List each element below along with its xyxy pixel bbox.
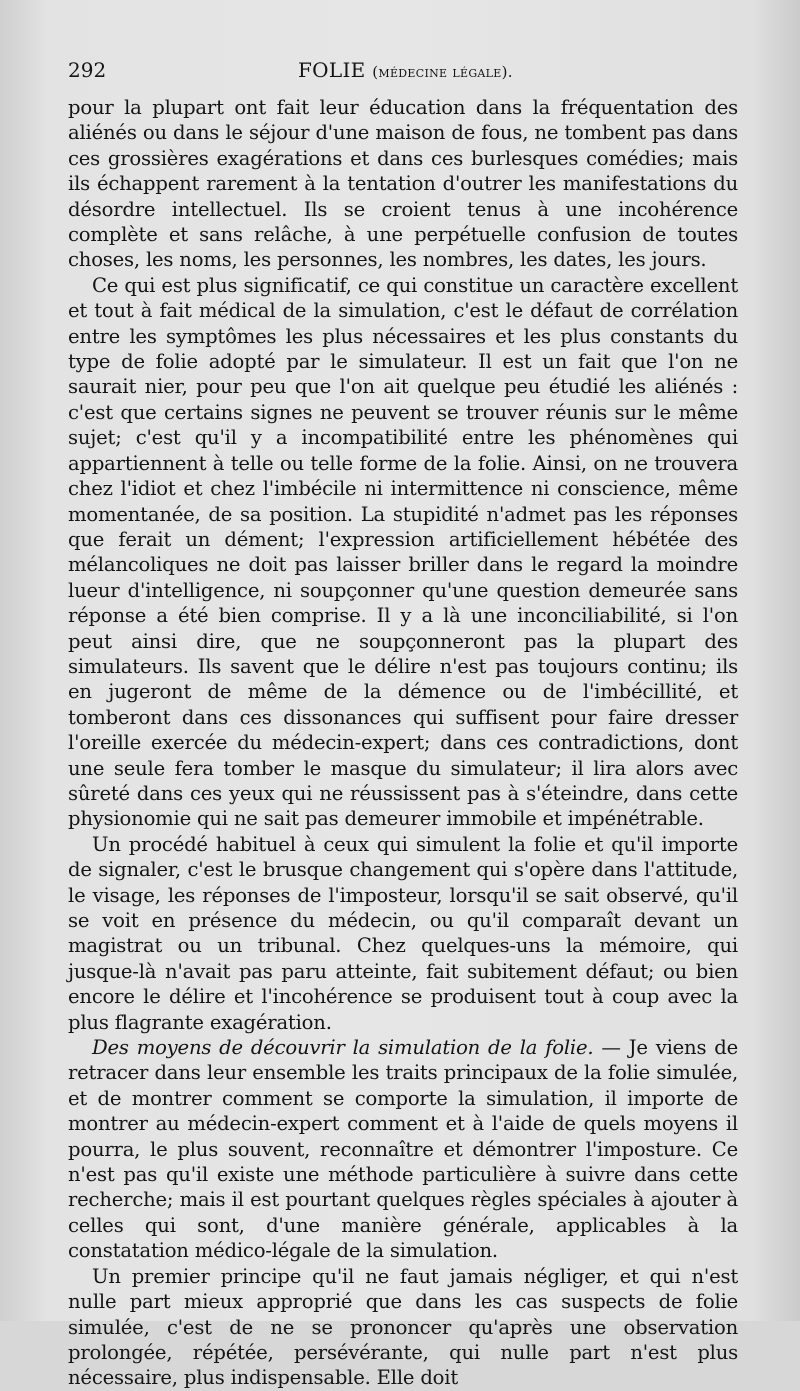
page-header bbox=[68, 58, 736, 86]
running-title-sub: (médecine légale). bbox=[372, 63, 513, 81]
section-heading: Des moyens de découvrir la simulation de la folie. bbox=[92, 1036, 594, 1060]
section-dash: — bbox=[593, 1036, 629, 1060]
page-body bbox=[68, 95, 738, 1391]
running-title-main: FOLIE bbox=[298, 58, 366, 82]
running-title bbox=[298, 58, 513, 82]
paragraph-2: Ce qui est plus significatif, ce qui constitue un caractère excellent et tout à fait médical de la simulation, c'est le défaut de corrélation entre les symptômes les plus nécessaires et les plus constants du type de folie adopté par le simulateur. Il est un fait que l'on ne saurait nier, pour peu que l'on ait quelque peu étudié les aliénés : c'est que certains signes ne peuvent se trouver réunis sur le même sujet; c'est qu'il y a incompatibilité entre les phénomènes qui appartiennent à telle ou telle forme de la folie. Ainsi, on ne trouvera chez l'idiot et chez l'imbécile ni intermittence ni conscience, même momentanée, de sa position. La stupidité n'admet pas les réponses que ferait un dément; l'expression artificiellement hébétée des mélancoliques ne doit pas laisser briller dans le regard la moindre lueur d'intelligence, ni soupçonner qu'une question demeurée sans réponse a été bien comprise. Il y a là une inconciliabilité, si l'on peut ainsi dire, que ne soupçonneront pas la plupart des simulateurs. Ils savent que le délire n'est pas toujours continu; ils en jugeront de même de la démence ou de l'imbécillité, et tomberont dans ces dissonances qui suffisent pour faire dresser l'oreille exercée du médecin-expert; dans ces contradictions, dont une seule fera tomber le masque du simulateur; il lira alors avec sûreté dans ces yeux qui ne réussissent pas à s'éteindre, dans cette physionomie qui ne sait pas demeurer immobile et impénétrable. bbox=[68, 273, 738, 831]
paragraph-1: pour la plupart ont fait leur éducation dans la fréquentation des aliénés ou dans le séjour d'une maison de fous, ne tombent pas dans ces grossières exagérations et dans ces burlesques comédies; mais ils échappent rarement à la tentation d'outrer les manifestations du désordre intellectuel. Ils se croient tenus à une incohérence complète et sans relâche, à une perpétuelle confusion de toutes choses, les noms, les personnes, les nombres, les dates, les jours. bbox=[68, 96, 738, 272]
page-number: 292 bbox=[68, 58, 107, 82]
paragraph-4 bbox=[68, 1035, 738, 1264]
paragraph-5: Un premier principe qu'il ne faut jamais négliger, et qui n'est nulle part mieux approprié que dans les cas suspects de folie simulée, c'est de ne se prononcer qu'après une observation prolongée, répétée, persévérante, qui nulle part n'est plus nécessaire, plus indispensable. Elle doit bbox=[68, 1264, 738, 1390]
paragraph-4-text: Je viens de retracer dans leur ensemble les traits principaux de la folie simulée, et de montrer comment se comporte la simulation, il importe de montrer au médecin-expert comment et à l'aide de quels moyens il pourra, le plus souvent, reconnaître et démontrer l'imposture. Ce n'est pas qu'il existe une méthode particulière à suivre dans cette recherche; mais il est pourtant quelques règles spéciales à ajouter à celles qui sont, d'une manière générale, applicables à la constatation médico-légale de la simulation. bbox=[68, 1036, 739, 1263]
paragraph-3: Un procédé habituel à ceux qui simulent la folie et qu'il importe de signaler, c'est le brusque changement qui s'opère dans l'attitude, le visage, les réponses de l'imposteur, lorsqu'il se sait observé, qu'il se voit en présence du médecin, ou qu'il comparaît devant un magistrat ou un tribunal. Chez quelques-uns la mémoire, qui jusque-là n'avait pas paru atteinte, fait subitement défaut; ou bien encore le délire et l'incohérence se produisent tout à coup avec la plus flagrante exagération. bbox=[68, 832, 738, 1034]
